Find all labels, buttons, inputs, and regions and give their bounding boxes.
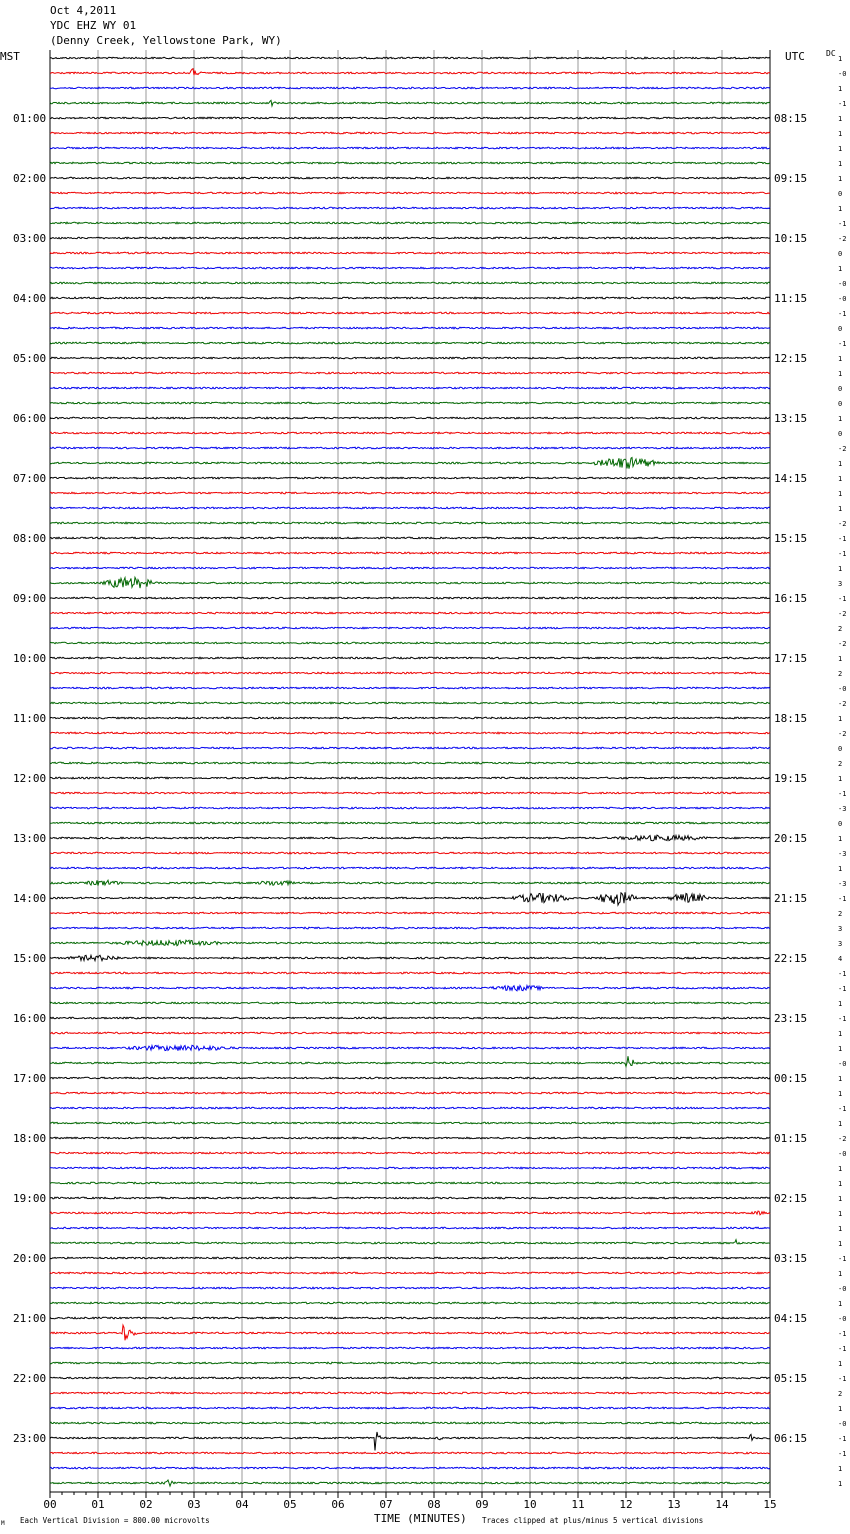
dc-offset-label: -1 bbox=[838, 310, 847, 318]
dc-offset-label: 1 bbox=[838, 1195, 843, 1203]
trace-13 bbox=[50, 252, 770, 254]
trace-22 bbox=[50, 387, 770, 389]
dc-offset-label: 1 bbox=[838, 1300, 843, 1308]
dc-offset-label: 1 bbox=[838, 1360, 843, 1368]
trace-19 bbox=[50, 342, 770, 344]
trace-73 bbox=[50, 1152, 770, 1154]
left-hour-label: 08:00 bbox=[13, 532, 47, 545]
left-hour-label: 20:00 bbox=[13, 1252, 47, 1265]
trace-42 bbox=[50, 687, 770, 689]
left-hour-label: 04:00 bbox=[13, 292, 47, 305]
trace-43 bbox=[50, 702, 770, 704]
trace-75 bbox=[50, 1182, 770, 1184]
x-tick-label: 07 bbox=[379, 1498, 393, 1511]
trace-15 bbox=[50, 282, 770, 284]
dc-offset-label: -1 bbox=[838, 220, 847, 228]
trace-77 bbox=[50, 1211, 770, 1215]
trace-9 bbox=[50, 192, 770, 194]
dc-offset-label: 1 bbox=[838, 1465, 843, 1473]
dc-offset-label: 0 bbox=[838, 250, 843, 258]
trace-68 bbox=[50, 1077, 770, 1079]
trace-69 bbox=[50, 1092, 770, 1094]
dc-offset-label: 1 bbox=[838, 565, 843, 573]
dc-offset-label: 1 bbox=[838, 1210, 843, 1218]
trace-41 bbox=[50, 672, 770, 674]
left-hour-label: 12:00 bbox=[13, 772, 47, 785]
trace-95 bbox=[50, 1480, 770, 1486]
left-hour-label: 09:00 bbox=[13, 592, 47, 605]
x-tick-label: 10 bbox=[523, 1498, 537, 1511]
x-tick-label: 14 bbox=[715, 1498, 729, 1511]
right-hour-label: 08:15 bbox=[774, 112, 808, 125]
left-hour-label: 13:00 bbox=[13, 832, 47, 845]
left-hour-label: 16:00 bbox=[13, 1012, 47, 1025]
header-date: Oct 4,2011 bbox=[50, 4, 117, 17]
trace-4 bbox=[50, 117, 770, 119]
trace-25 bbox=[50, 432, 770, 434]
trace-64 bbox=[50, 1017, 770, 1019]
dc-offset-label: 1 bbox=[838, 55, 843, 63]
dc-offset-label: 1 bbox=[838, 505, 843, 513]
trace-91 bbox=[50, 1422, 770, 1424]
dc-offset-label: 1 bbox=[838, 370, 843, 378]
dc-offset-label: -1 bbox=[838, 1330, 847, 1338]
dc-offset-label: -1 bbox=[838, 970, 847, 978]
left-hour-label: 01:00 bbox=[13, 112, 47, 125]
right-hour-label: 23:15 bbox=[774, 1012, 808, 1025]
trace-35 bbox=[50, 577, 770, 588]
dc-offset-label: 1 bbox=[838, 145, 843, 153]
trace-72 bbox=[50, 1137, 770, 1139]
scale-note: Each Vertical Division = 800.00 microvolts bbox=[20, 1516, 210, 1525]
trace-70 bbox=[50, 1107, 770, 1109]
dc-offset-label: 0 bbox=[838, 190, 843, 198]
dc-offset-label: 1 bbox=[838, 865, 843, 873]
trace-85 bbox=[50, 1325, 770, 1340]
right-hour-label: 19:15 bbox=[774, 772, 808, 785]
dc-offset-label: 1 bbox=[838, 160, 843, 168]
dc-offset-label: -2 bbox=[838, 1135, 847, 1143]
dc-offset-label: 1 bbox=[838, 205, 843, 213]
left-hour-label: 19:00 bbox=[13, 1192, 47, 1205]
dc-offset-label: -1 bbox=[838, 1015, 847, 1023]
right-hour-label: 09:15 bbox=[774, 172, 808, 185]
trace-17 bbox=[50, 312, 770, 314]
dc-offset-label: 3 bbox=[838, 580, 843, 588]
dc-offset-label: 1 bbox=[838, 1405, 843, 1413]
right-hour-label: 21:15 bbox=[774, 892, 808, 905]
dc-offset-label: 0 bbox=[838, 820, 843, 828]
trace-47 bbox=[50, 762, 770, 764]
trace-83 bbox=[50, 1302, 770, 1304]
left-hour-label: 05:00 bbox=[13, 352, 47, 365]
dc-offset-label: 0 bbox=[838, 400, 843, 408]
dc-offset-label: -0 bbox=[838, 1315, 847, 1323]
dc-offset-label: -3 bbox=[838, 880, 847, 888]
dc-offset-label: 1 bbox=[838, 130, 843, 138]
dc-offset-label: 3 bbox=[838, 925, 843, 933]
x-tick-label: 02 bbox=[139, 1498, 153, 1511]
dc-offset-label: 1 bbox=[838, 835, 843, 843]
right-hour-label: 02:15 bbox=[774, 1192, 808, 1205]
trace-11 bbox=[50, 222, 770, 224]
dc-offset-label: -2 bbox=[838, 610, 847, 618]
dc-offset-label: -2 bbox=[838, 520, 847, 528]
dc-offset-label: 1 bbox=[838, 265, 843, 273]
dc-offset-label: 1 bbox=[838, 460, 843, 468]
trace-94 bbox=[50, 1467, 770, 1469]
trace-27 bbox=[50, 458, 770, 469]
trace-79 bbox=[50, 1240, 770, 1244]
dc-offset-label: -0 bbox=[838, 295, 847, 303]
left-hour-label: 22:00 bbox=[13, 1372, 47, 1385]
trace-10 bbox=[50, 207, 770, 209]
trace-53 bbox=[50, 852, 770, 854]
right-hour-label: 10:15 bbox=[774, 232, 808, 245]
dc-offset-label: -0 bbox=[838, 280, 847, 288]
dc-offset-label: 1 bbox=[838, 355, 843, 363]
trace-40 bbox=[50, 657, 770, 659]
trace-81 bbox=[50, 1272, 770, 1274]
left-hour-label: 23:00 bbox=[13, 1432, 47, 1445]
dc-offset-label: -1 bbox=[838, 535, 847, 543]
trace-29 bbox=[50, 492, 770, 494]
right-hour-label: 01:15 bbox=[774, 1132, 808, 1145]
right-hour-label: 05:15 bbox=[774, 1372, 808, 1385]
dc-offset-label: -1 bbox=[838, 1435, 847, 1443]
dc-offset-label: -1 bbox=[838, 1255, 847, 1263]
dc-offset-label: 1 bbox=[838, 475, 843, 483]
dc-offset-label: -1 bbox=[838, 1345, 847, 1353]
right-hour-label: 22:15 bbox=[774, 952, 808, 965]
right-hour-label: 14:15 bbox=[774, 472, 808, 485]
right-hour-label: 13:15 bbox=[774, 412, 808, 425]
right-timezone-label: UTC bbox=[785, 50, 805, 63]
trace-46 bbox=[50, 747, 770, 749]
left-hour-label: 10:00 bbox=[13, 652, 47, 665]
dc-offset-label: 1 bbox=[838, 1045, 843, 1053]
dc-offset-label: 0 bbox=[838, 325, 843, 333]
trace-50 bbox=[50, 807, 770, 809]
left-hour-label: 07:00 bbox=[13, 472, 47, 485]
trace-20 bbox=[50, 357, 770, 359]
trace-80 bbox=[50, 1257, 770, 1259]
header-station: YDC EHZ WY 01 bbox=[50, 19, 137, 32]
trace-54 bbox=[50, 867, 770, 869]
dc-offset-label: -0 bbox=[838, 1285, 847, 1293]
dc-offset-label: -2 bbox=[838, 730, 847, 738]
dc-offset-label: -0 bbox=[838, 1150, 847, 1158]
clip-note: Traces clipped at plus/minus 5 vertical divisions bbox=[482, 1516, 704, 1525]
trace-37 bbox=[50, 612, 770, 614]
trace-66 bbox=[50, 1045, 770, 1050]
right-hour-label: 18:15 bbox=[774, 712, 808, 725]
dc-offset-label: -1 bbox=[838, 1105, 847, 1113]
left-hour-label: 15:00 bbox=[13, 952, 47, 965]
trace-23 bbox=[50, 402, 770, 404]
trace-2 bbox=[50, 87, 770, 89]
dc-offset-label: 1 bbox=[838, 775, 843, 783]
trace-52 bbox=[50, 835, 770, 841]
dc-offset-label: -1 bbox=[838, 790, 847, 798]
dc-offset-label: -1 bbox=[838, 595, 847, 603]
trace-71 bbox=[50, 1122, 770, 1124]
dc-offset-label: -2 bbox=[838, 235, 847, 243]
left-hour-label: 02:00 bbox=[13, 172, 47, 185]
dc-offset-label: -1 bbox=[838, 550, 847, 558]
trace-89 bbox=[50, 1392, 770, 1394]
trace-93 bbox=[50, 1452, 770, 1454]
x-tick-label: 03 bbox=[187, 1498, 201, 1511]
trace-7 bbox=[50, 162, 770, 164]
trace-55 bbox=[50, 880, 770, 885]
dc-offset-label: 1 bbox=[838, 415, 843, 423]
trace-61 bbox=[50, 972, 770, 974]
dc-offset-label: -0 bbox=[838, 1060, 847, 1068]
trace-76 bbox=[50, 1197, 770, 1199]
right-hour-label: 04:15 bbox=[774, 1312, 808, 1325]
dc-offset-label: -1 bbox=[838, 100, 847, 108]
trace-67 bbox=[50, 1056, 770, 1066]
dc-column-label: DC bbox=[826, 49, 836, 58]
dc-offset-label: 1 bbox=[838, 1165, 843, 1173]
x-tick-label: 09 bbox=[475, 1498, 489, 1511]
trace-86 bbox=[50, 1347, 770, 1349]
time-axis bbox=[43, 1492, 776, 1511]
left-hour-label: 17:00 bbox=[13, 1072, 47, 1085]
dc-offset-label: -1 bbox=[838, 1375, 847, 1383]
right-hour-label: 12:15 bbox=[774, 352, 808, 365]
dc-offset-label: 1 bbox=[838, 1075, 843, 1083]
x-tick-label: 11 bbox=[571, 1498, 585, 1511]
dc-offset-label: -1 bbox=[838, 895, 847, 903]
trace-59 bbox=[50, 940, 770, 946]
x-tick-label: 00 bbox=[43, 1498, 57, 1511]
dc-offset-label: -1 bbox=[838, 340, 847, 348]
dc-offset-label: 2 bbox=[838, 760, 843, 768]
x-tick-label: 01 bbox=[91, 1498, 105, 1511]
header-location: (Denny Creek, Yellowstone Park, WY) bbox=[50, 34, 282, 47]
x-tick-label: 15 bbox=[763, 1498, 777, 1511]
trace-1 bbox=[50, 69, 770, 75]
trace-38 bbox=[50, 627, 770, 629]
trace-78 bbox=[50, 1227, 770, 1229]
trace-58 bbox=[50, 927, 770, 929]
right-hour-label: 03:15 bbox=[774, 1252, 808, 1265]
trace-16 bbox=[50, 297, 770, 299]
dc-offset-label: -3 bbox=[838, 805, 847, 813]
minute-gridlines bbox=[50, 50, 770, 1492]
dc-offset-label: 1 bbox=[838, 1090, 843, 1098]
trace-18 bbox=[50, 327, 770, 329]
trace-63 bbox=[50, 1002, 770, 1004]
trace-74 bbox=[50, 1167, 770, 1169]
dc-offset-label: 1 bbox=[838, 490, 843, 498]
corner-mark: M bbox=[1, 1520, 5, 1527]
trace-49 bbox=[50, 792, 770, 794]
dc-offset-label: 1 bbox=[838, 85, 843, 93]
trace-44 bbox=[50, 717, 770, 719]
trace-21 bbox=[50, 372, 770, 374]
trace-84 bbox=[50, 1317, 770, 1319]
dc-offset-label: -1 bbox=[838, 985, 847, 993]
right-hour-label: 20:15 bbox=[774, 832, 808, 845]
dc-offset-label: 1 bbox=[838, 1000, 843, 1008]
x-axis-title: TIME (MINUTES) bbox=[374, 1512, 467, 1525]
left-hour-label: 06:00 bbox=[13, 412, 47, 425]
trace-30 bbox=[50, 507, 770, 509]
trace-36 bbox=[50, 597, 770, 599]
trace-0 bbox=[50, 57, 770, 59]
dc-offset-label: 1 bbox=[838, 115, 843, 123]
dc-offset-label: 1 bbox=[838, 175, 843, 183]
dc-offset-label: 1 bbox=[838, 715, 843, 723]
x-tick-label: 12 bbox=[619, 1498, 633, 1511]
dc-offset-label: 1 bbox=[838, 1120, 843, 1128]
trace-34 bbox=[50, 567, 770, 569]
right-hour-label: 00:15 bbox=[774, 1072, 808, 1085]
trace-60 bbox=[50, 955, 770, 960]
trace-24 bbox=[50, 417, 770, 419]
right-hour-label: 17:15 bbox=[774, 652, 808, 665]
dc-offset-label: 1 bbox=[838, 1480, 843, 1488]
trace-26 bbox=[50, 447, 770, 449]
dc-offset-label: 2 bbox=[838, 1390, 843, 1398]
trace-65 bbox=[50, 1032, 770, 1034]
trace-51 bbox=[50, 822, 770, 824]
right-hour-label: 06:15 bbox=[774, 1432, 808, 1445]
trace-48 bbox=[50, 777, 770, 779]
left-hour-label: 11:00 bbox=[13, 712, 47, 725]
trace-57 bbox=[50, 912, 770, 914]
dc-offset-label: 1 bbox=[838, 1030, 843, 1038]
trace-31 bbox=[50, 522, 770, 524]
x-tick-label: 06 bbox=[331, 1498, 345, 1511]
trace-28 bbox=[50, 477, 770, 479]
dc-offset-label: 1 bbox=[838, 655, 843, 663]
trace-group bbox=[50, 57, 770, 1486]
dc-offset-label: -1 bbox=[838, 1450, 847, 1458]
left-hour-label: 21:00 bbox=[13, 1312, 47, 1325]
dc-offset-label: -2 bbox=[838, 640, 847, 648]
dc-offset-label: -3 bbox=[838, 850, 847, 858]
x-tick-label: 13 bbox=[667, 1498, 681, 1511]
dc-offset-label: 3 bbox=[838, 940, 843, 948]
dc-offset-label: 0 bbox=[838, 430, 843, 438]
trace-56 bbox=[50, 892, 770, 905]
right-hour-label: 11:15 bbox=[774, 292, 808, 305]
dc-offset-label: 1 bbox=[838, 1270, 843, 1278]
dc-offset-label: -2 bbox=[838, 445, 847, 453]
trace-3 bbox=[50, 100, 770, 106]
trace-12 bbox=[50, 237, 770, 239]
trace-82 bbox=[50, 1287, 770, 1289]
trace-39 bbox=[50, 642, 770, 644]
dc-offset-label: -0 bbox=[838, 70, 847, 78]
trace-88 bbox=[50, 1377, 770, 1379]
trace-45 bbox=[50, 732, 770, 734]
dc-offset-label: 1 bbox=[838, 1225, 843, 1233]
trace-32 bbox=[50, 537, 770, 539]
trace-14 bbox=[50, 267, 770, 269]
trace-33 bbox=[50, 552, 770, 554]
right-hour-label: 16:15 bbox=[774, 592, 808, 605]
trace-87 bbox=[50, 1362, 770, 1364]
x-tick-label: 08 bbox=[427, 1498, 441, 1511]
dc-offset-label: 0 bbox=[838, 745, 843, 753]
left-timezone-label: MST bbox=[0, 50, 20, 63]
dc-offset-label: 2 bbox=[838, 910, 843, 918]
dc-offset-label: 1 bbox=[838, 1180, 843, 1188]
left-hour-label: 18:00 bbox=[13, 1132, 47, 1145]
dc-offset-label: 2 bbox=[838, 670, 843, 678]
trace-5 bbox=[50, 132, 770, 134]
dc-offset-label: -0 bbox=[838, 685, 847, 693]
dc-offset-label: 2 bbox=[838, 625, 843, 633]
left-hour-label: 14:00 bbox=[13, 892, 47, 905]
trace-62 bbox=[50, 986, 770, 991]
trace-8 bbox=[50, 177, 770, 179]
dc-offset-label: -0 bbox=[838, 1420, 847, 1428]
trace-92 bbox=[50, 1432, 770, 1451]
dc-offset-label: 0 bbox=[838, 385, 843, 393]
trace-90 bbox=[50, 1407, 770, 1409]
x-tick-label: 04 bbox=[235, 1498, 249, 1511]
right-hour-label: 15:15 bbox=[774, 532, 808, 545]
dc-offset-label: 4 bbox=[838, 955, 843, 963]
dc-offset-label: -2 bbox=[838, 700, 847, 708]
dc-offset-label: 1 bbox=[838, 1240, 843, 1248]
x-tick-label: 05 bbox=[283, 1498, 297, 1511]
trace-6 bbox=[50, 147, 770, 149]
left-hour-label: 03:00 bbox=[13, 232, 47, 245]
